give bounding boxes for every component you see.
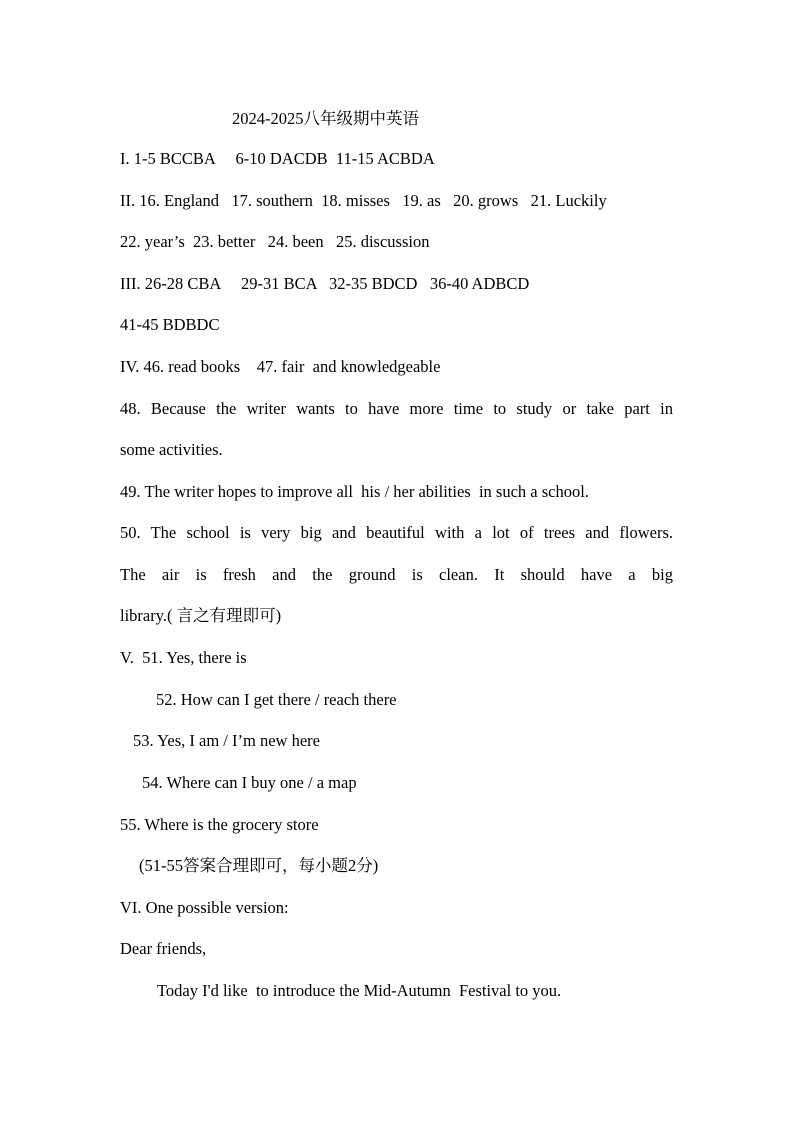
section-3-answers-line-1: III. 26-28 CBA 29-31 BCA 32-35 BDCD 36-40 ADBCD — [120, 274, 530, 293]
section-3-answers-line-2: 41-45 BDBDC — [120, 315, 220, 334]
section-1-answers: I. 1-5 BCCBA 6-10 DACDB 11-15 ACBDA — [120, 149, 435, 168]
document-title: 2024-2025八年级期中英语 — [232, 109, 419, 128]
answer-52: 52. How can I get there / reach there — [156, 690, 397, 709]
section-2-answers-line-1: II. 16. England 17. southern 18. misses 19. as 20. grows 21. Luckily — [120, 191, 607, 210]
answer-48-line-1: 48. Because the writer wants to have more time to study or take part in — [120, 399, 673, 418]
answer-55: 55. Where is the grocery store — [120, 815, 319, 834]
answer-54: 54. Where can I buy one / a map — [142, 773, 357, 792]
section-4-answers-line-1: IV. 46. read books 47. fair and knowledgeable — [120, 357, 441, 376]
letter-body-line-1: Today I'd like to introduce the Mid-Autumn Festival to you. — [157, 981, 562, 1000]
section-6-heading: VI. One possible version: — [120, 898, 289, 917]
answer-50-line-1: 50. The school is very big and beautiful with a lot of trees and flowers. — [120, 523, 673, 542]
letter-salutation: Dear friends, — [120, 939, 207, 958]
answer-48-line-2: some activities. — [120, 440, 223, 459]
answer-50-line-3: library.( 言之有理即可) — [120, 606, 282, 625]
answer-53: 53. Yes, I am / I’m new here — [133, 731, 320, 750]
answer-51: V. 51. Yes, there is — [120, 648, 247, 667]
section-2-answers-line-2: 22. year’s 23. better 24. been 25. discussion — [120, 232, 430, 251]
answer-49: 49. The writer hopes to improve all his / her abilities in such a school. — [120, 482, 589, 501]
answer-50-line-2: The air is fresh and the ground is clean. It should have a big — [120, 565, 673, 584]
scoring-note: (51-55答案合理即可，每小题2分) — [139, 856, 379, 875]
